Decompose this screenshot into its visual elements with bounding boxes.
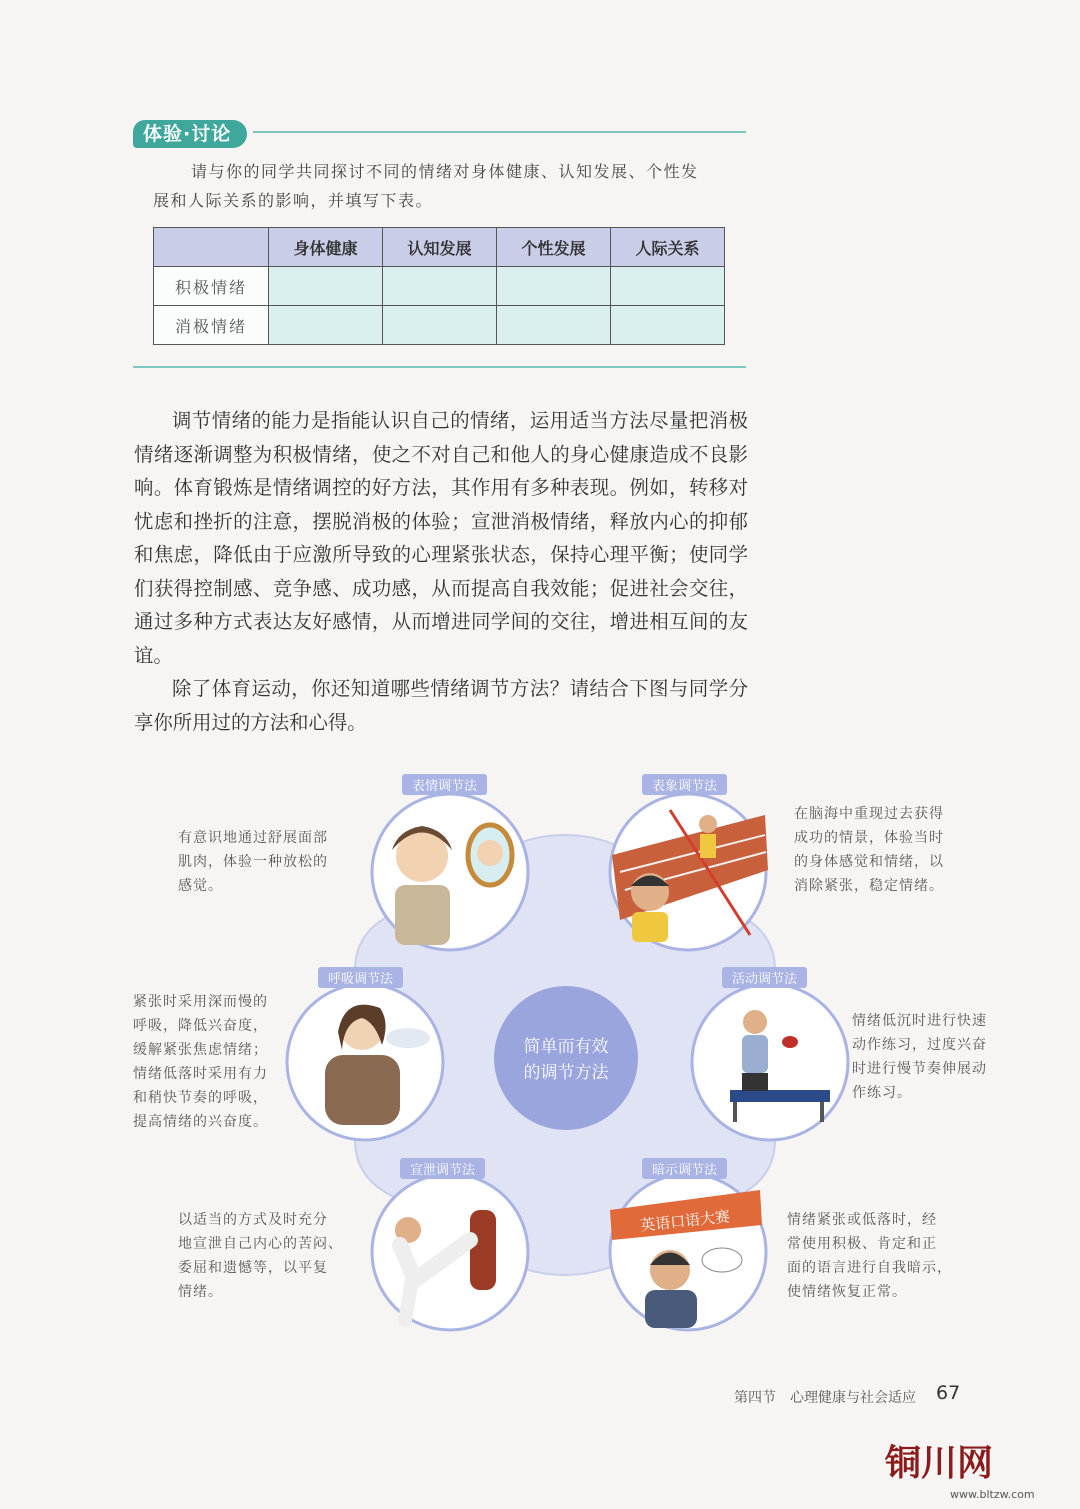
center-circle [494, 986, 638, 1130]
table-tennis-illustration [692, 984, 848, 1140]
table-cell[interactable] [269, 267, 383, 306]
table-header: 认知发展 [383, 228, 497, 267]
footer-section-title: 第四节 心理健康与社会适应 [734, 1390, 916, 1406]
sprint-illustration [610, 794, 768, 950]
table-cell[interactable] [383, 267, 497, 306]
method-label-venting: 宣泄调节法 [400, 1158, 485, 1179]
method-desc-breathing: 紧张时采用深而慢的 呼吸，降低兴奋度， 缓解紧张焦虑情绪； 情绪低落时采用有力 和稍快节奏的呼吸， 提高情绪的兴奋度。 [133, 994, 268, 1130]
method-label-imagery: 表象调节法 [642, 774, 727, 795]
banner-text: 英语口语大赛 [639, 1207, 731, 1235]
face-illustration [372, 794, 528, 950]
row-header: 积极情绪 [154, 267, 269, 306]
page-number: 67 [936, 1382, 961, 1404]
table-cell[interactable] [497, 267, 611, 306]
section-header [133, 118, 746, 148]
method-label-expression: 表情调节法 [402, 774, 487, 795]
regulation-diagram [130, 760, 1010, 1340]
intro-line-2: 展和人际关系的影响，并填写下表。 [153, 191, 434, 210]
table-header: 身体健康 [269, 228, 383, 267]
breathing-illustration [287, 984, 443, 1140]
method-desc-activity: 情绪低沉时进行快速 动作练习，过度兴奋 时进行慢节奏伸展动 作练习。 [852, 1013, 987, 1101]
intro-text [153, 157, 753, 215]
table-cell[interactable] [269, 306, 383, 345]
self-suggestion-illustration [610, 1174, 766, 1330]
table-row [154, 267, 725, 306]
method-label-suggestion: 暗示调节法 [642, 1158, 727, 1179]
section-rule [253, 131, 746, 133]
watermark-name: 铜川网 [885, 1442, 994, 1484]
method-desc-expression: 有意识地通过舒展面部 肌肉，体验一种放松的 感觉。 [178, 830, 328, 894]
table-cell[interactable] [611, 306, 725, 345]
body-text [134, 404, 748, 739]
table-cell[interactable] [611, 267, 725, 306]
table-cell[interactable] [383, 306, 497, 345]
watermark-url: www.bltzw.com [950, 1488, 1035, 1501]
center-text-1: 简单而有效 [523, 1037, 609, 1057]
table-cell[interactable] [497, 306, 611, 345]
method-label-breathing: 呼吸调节法 [318, 967, 403, 988]
kick-illustration [372, 1174, 528, 1330]
body-paragraph-1: 调节情绪的能力是指能认识自己的情绪，运用适当方法尽量把消极情绪逐渐调整为积极情绪，使之不对自己和他人的身心健康造成不良影响。体育锻炼是情绪调控的好方法，其作用有多种表现。例如，转移对忧虑和挫折的注意，摆脱消极的体验；宣泄消极情绪，释放内心的抑郁和焦虑，降低由于应激所导致的心理紧张状态，保持心理平衡；使同学们获得控制感、竞争感、成功感，从而提高自我效能；促进社会交往，通过多种方式表达友好感情，从而增进同学间的交往，增进相互间的友谊。 [134, 409, 748, 667]
emotion-table [153, 227, 725, 345]
section-title: 体验·讨论 [133, 120, 247, 148]
method-desc-venting: 以适当的方式及时充分 地宣泄自己内心的苦闷、 委屈和遗憾等，以平复 情绪。 [178, 1212, 343, 1300]
body-paragraph-2: 除了体育运动，你还知道哪些情绪调节方法？请结合下图与同学分享你所用过的方法和心得。 [134, 677, 748, 734]
table-header: 个性发展 [497, 228, 611, 267]
table-row [154, 306, 725, 345]
table-header-row [154, 228, 725, 267]
section-end-rule [133, 366, 746, 368]
method-label-activity: 活动调节法 [722, 967, 807, 988]
table-header: 人际关系 [611, 228, 725, 267]
center-text-2: 的调节方法 [523, 1063, 609, 1083]
intro-line-1: 请与你的同学共同探讨不同的情绪对身体健康、认知发展、个性发 [191, 162, 699, 181]
row-header: 消极情绪 [154, 306, 269, 345]
table-header [154, 228, 269, 267]
method-desc-imagery: 在脑海中重现过去获得 成功的情景，体验当时 的身体感觉和情绪，以 消除紧张，稳定情绪。 [794, 806, 944, 894]
method-desc-suggestion: 情绪紧张或低落时，经 常使用积极、肯定和正 面的语言进行自我暗示， 使情绪恢复正常。 [787, 1212, 952, 1300]
